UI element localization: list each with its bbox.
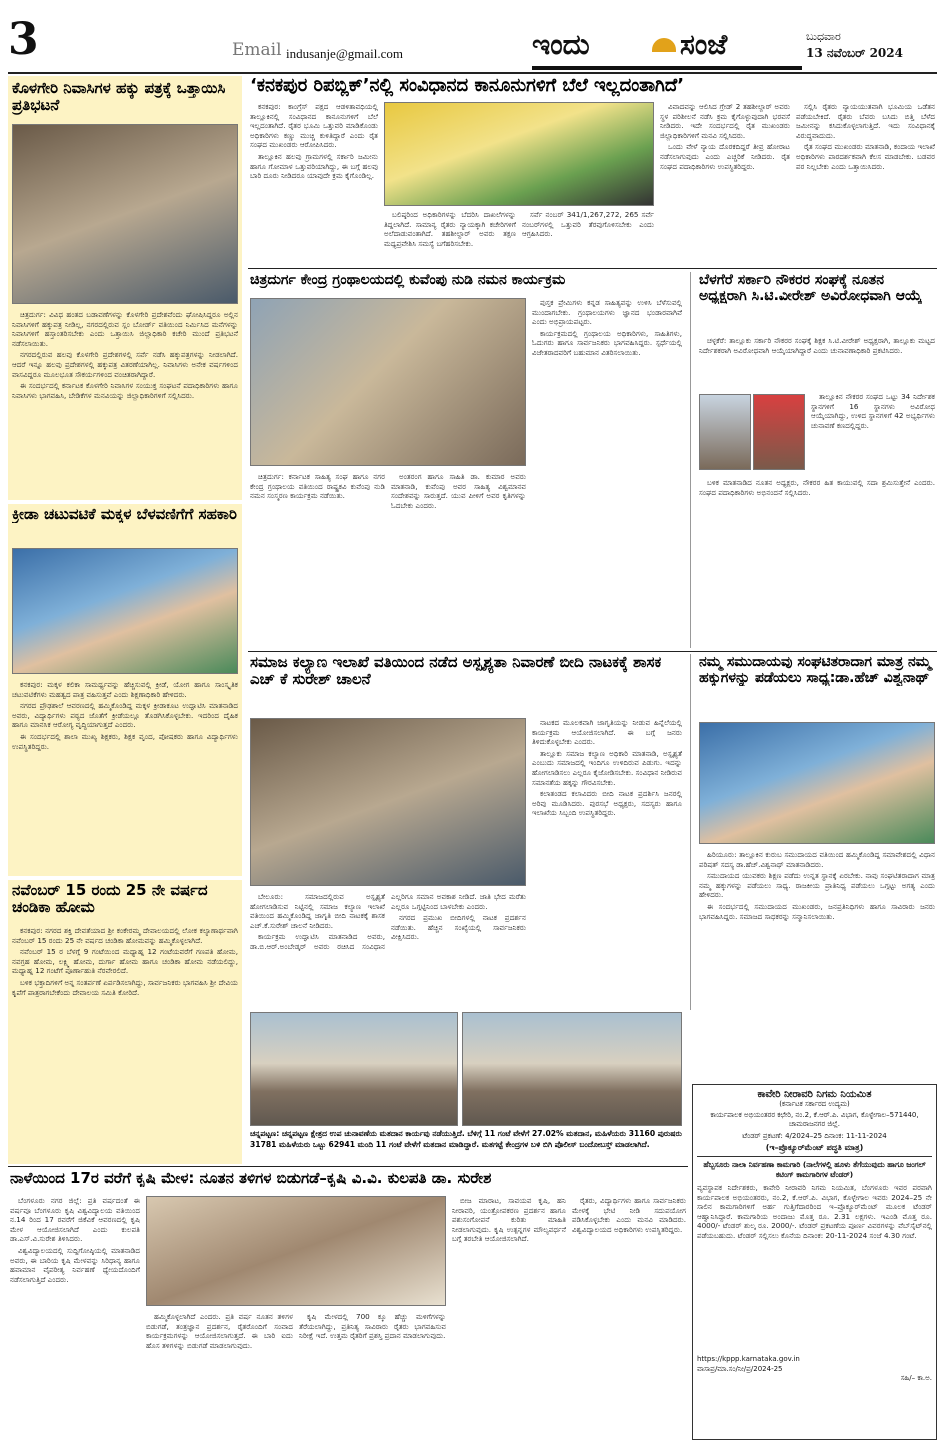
vishwanath-headline: ನಮ್ಮ ಸಮುದಾಯವು ಸಂಘಟಿತರಾದಾಗ ಮಾತ್ರ ನಮ್ಮ ಹಕ್ಕುಗಳನ್ನು ಪಡೆಯಲು ಸಾಧ್ಯ:ಡಾ.ಹೆಚ್ ವಿಶ್ವನಾಥ್ xyxy=(699,654,931,687)
krishi-headline: ನಾಳೆಯಿಂದ 17ರ ವರೆಗೆ ಕೃಷಿ ಮೇಳ: ನೂತನ ತಳಿಗಳ ಬಿಡುಗಡೆ–ಕೃಷಿ ವಿ.ವಿ. ಕುಲಪತಿ ಡಾ. ಸುರೇಶ xyxy=(10,1170,492,1187)
kanakapura-body-mid xyxy=(384,210,654,264)
kanakapura-body-left xyxy=(250,102,378,262)
belagere-body-b xyxy=(811,392,935,474)
tender-website: https://kppp.karnataka.gov.in xyxy=(697,1355,800,1363)
tender-office: ಕಾರ್ಯಪಾಲಕ ಅಭಿಯಂತರರ ಕಛೇರಿ, ನಂ.2, ಕೆ.ಆರ್.ಪಿ. ವಿಭಾಗ, ಕೊಳ್ಳೇಗಾಲ–571440, ಚಾಮರಾಜನಗರ ಜಿಲ್ಲೆ. xyxy=(710,1111,919,1128)
kuvempu-para: ಕಾರ್ಯಕ್ರಮದಲ್ಲಿ ಗ್ರಂಥಾಲಯ ಅಧಿಕಾರಿಗಳು, ಸಾಹಿತಿಗಳು, ಓದುಗರು ಹಾಗೂ ಸಾರ್ವಜನಿಕರು ಭಾಗವಹಿಸಿದ್ದರು. ಸ್ಪರ್ಧೆಯಲ್ಲಿ ವಿಜೇತರಾದವರಿಗೆ ಬಹುಮಾನ ವಿತರಿಸಲಾಯಿತು. xyxy=(532,328,682,357)
krishi-para: ಹಮ್ಮಿಕೊಳ್ಳಲಾಗಿದೆ ಎಂದರು. ಪ್ರತಿ ವರ್ಷ ನೂತನ ತಳಿಗಳ ಬಿಡುಗಡೆ, ತಂತ್ರಜ್ಞಾನ ಪ್ರದರ್ಶನ, ರೈತರೊಂದಿಗೆ ಸಂವಾದ ಕಾರ್ಯಕ್ರಮಗಳನ್ನು ಆಯೋಜಿಸಲಾಗುತ್ತದೆ. ಈ ಬಾರಿ ಐದು ಹೊಸ ತಳಿಗಳನ್ನು ಬಿಡುಗಡೆ ಮಾಡಲಾಗುವುದು. xyxy=(146,1312,293,1350)
kreeda-photo xyxy=(12,548,238,674)
krishi-body-right xyxy=(452,1196,686,1436)
natak-para: ಕಾರ್ಯಕ್ರಮ ಉದ್ಘಾಟಿಸಿ ಮಾತನಾಡಿದ ಅವರು, ಡಾ.ಬಿ.ಆರ್.ಅಂಬೇಡ್ಕರ್ ಅವರು ರಚಿಸಿದ ಸಂವಿಧಾನ ಎಲ್ಲರಿಗೂ ಸಮಾನ ಅವಕಾಶ ನೀಡಿದೆ. ಜಾತಿ ಭೇದ ಮರೆತು ಎಲ್ಲರೂ ಒಗ್ಗಟ್ಟಿನಿಂದ ಬಾಳಬೇಕು ಎಂದರು. xyxy=(250,892,526,951)
krishi-para: ಕೃಷಿ ಮೇಳದಲ್ಲಿ 700 ಕ್ಕೂ ಹೆಚ್ಚು ಮಳಿಗೆಗಳನ್ನು ತೆರೆಯಲಾಗಿದ್ದು, ಪ್ರತಿನಿತ್ಯ ಸಾವಿರಾರು ರೈತರು ಭಾಗವಹಿಸುವ ನಿರೀಕ್ಷೆ ಇದೆ. ಉತ್ತಮ ರೈತರಿಗೆ ಪ್ರಶಸ್ತಿ ಪ್ರದಾನ ಮಾಡಲಾಗುವುದು. xyxy=(299,1312,446,1341)
vishwanath-para: ಈ ಸಂದರ್ಭದಲ್ಲಿ ಸಮುದಾಯದ ಮುಖಂಡರು, ಜನಪ್ರತಿನಿಧಿಗಳು ಹಾಗೂ ಸಾವಿರಾರು ಜನರು ಭಾಗವಹಿಸಿದ್ದರು. ಸಮಾಜದ ಸಾಧಕರನ್ನು ಸನ್ಮಾನಿಸಲಾಯಿತು. xyxy=(699,901,935,921)
kanakapura-para: ಸಲ್ಲಿಸಿ ರೈತರು ನ್ಯಾಯಯುತವಾಗಿ ಭೂಮಿಯ ಒಡೆತನ ಪಡೆಯಬೇಕಿದೆ. ರೈತರು ಬೆವರು ಬಸಿದು ಬಿತ್ತಿ ಬೆಳೆದ ಜಮೀನನ್ನು ಕಸಿದುಕೊಳ್ಳಲಾಗುತ್ತಿದೆ. ಇದು ಸಂವಿಧಾನಕ್ಕೆ ವಿರುದ್ಧವಾದುದು. xyxy=(796,102,935,140)
tender-body: ವ್ಯವಸ್ಥಾಪಕ ನಿರ್ದೇಶಕರು, ಕಾವೇರಿ ನೀರಾವರಿ ನಿಗಮ ನಿಯಮಿತ, ಬೆಂಗಳೂರು ಇವರ ಪರವಾಗಿ ಕಾರ್ಯಪಾಲಕ ಅಭಿಯಂತರರು, ನಂ.2, ಕೆ.ಆರ್.ಪಿ. ವಿಭಾಗ, ಕೊಳ್ಳೇಗಾಲ ಇವರು 2024–25 ನೇ ಸಾಲಿನ ಕಾಮಗಾರಿಗಳಿಗೆ ಅರ್ಹ ಗುತ್ತಿಗೆದಾರರಿಂದ ಇ–ಪ್ರೊಕ್ಯೂರ್‌ಮೆಂಟ್ ಮೂಲಕ ಟೆಂಡರ್ ಆಹ್ವಾನಿಸಿದ್ದಾರೆ. ಕಾಮಗಾರಿಯ ಅಂದಾಜು ಮೊತ್ತ ರೂ. 2.31 ಲಕ್ಷಗಳು. ಇಎಂಡಿ ಮೊತ್ತ ರೂ. 4000/- ಟೆಂಡರ್ ಶುಲ್ಕ ರೂ. 2000/-. ಟೆಂಡರ್ ಪ್ರಕಟಣೆಯ ಪೂರ್ಣ ವಿವರಗಳನ್ನು ವೆಬ್‌ಸೈಟ್‌ನಲ್ಲಿ ಪಡೆಯಬಹುದು. ಟೆಂಡರ್ ಸಲ್ಲಿಸಲು ಕೊನೆಯ ದಿನಾಂಕ: 20-11-2024 ಸಂಜೆ 4.30 ಗಂಟೆ. xyxy=(697,1183,932,1240)
natak-body-bottom xyxy=(250,892,526,1006)
natak-article xyxy=(248,654,684,1010)
kanakapura-para: ತಾಲ್ಲೂಕಿನ ಹಲವು ಗ್ರಾಮಗಳಲ್ಲಿ ಸರ್ಕಾರಿ ಜಮೀನು ಹಾಗೂ ಗೋಮಾಳ ಒತ್ತುವರಿಯಾಗಿದ್ದು, ಈ ಬಗ್ಗೆ ಹಲವು ಬಾರಿ ದೂರು ನೀಡಿದರೂ ಯಾವುದೇ ಕ್ರಮ ಕೈಗೊಂಡಿಲ್ಲ. xyxy=(250,151,378,181)
kuvempu-article xyxy=(248,272,684,648)
natak-headline: ಸಮಾಜ ಕಲ್ಯಾಣ ಇಲಾಖೆ ವತಿಯಿಂದ ನಡೆದ ಅಸ್ಪೃಶ್ಯತಾ ನಿವಾರಣೆ ಬೀದಿ ನಾಟಕಕ್ಕೆ ಶಾಸಕ ಎಚ್ ಕೆ ಸುರೇಶ್ ಚಾಲನೆ xyxy=(250,654,662,689)
tender-footer: ವಾಸಾಪ್ರ/ಮಾ.ಸಂ/ನೀ/ಪ್ರ/2024-25 xyxy=(697,1365,783,1373)
natak-para: ನಗರದ ಪ್ರಮುಖ ಬೀದಿಗಳಲ್ಲಿ ನಾಟಕ ಪ್ರದರ್ಶನ ನಡೆಯಿತು. ಹೆಚ್ಚಿನ ಸಂಖ್ಯೆಯಲ್ಲಿ ಸಾರ್ವಜನಿಕರು ವೀಕ್ಷಿಸಿದರು. xyxy=(391,913,526,942)
krishi-para: ಬೆಂಗಳೂರು ನಗರ ಜಿಲ್ಲೆ: ಪ್ರತಿ ವರ್ಷದಂತೆ ಈ ವರ್ಷವೂ ಬೆಂಗಳೂರು ಕೃಷಿ ವಿಶ್ವವಿದ್ಯಾಲಯ ವತಿಯಿಂದ ನ.14 ರಿಂದ 17 ರವರೆಗೆ ಜಿಕೆವಿಕೆ ಆವರಣದಲ್ಲಿ ಕೃಷಿ ಮೇಳ ಆಯೋಜಿಸಲಾಗಿದೆ ಎಂದು ಕುಲಪತಿ ಡಾ.ಎಸ್.ವಿ.ಸುರೇಶ ತಿಳಿಸಿದರು. xyxy=(10,1196,140,1244)
belagere-para: ಬಳಿಕ ಮಾತನಾಡಿದ ನೂತನ ಅಧ್ಯಕ್ಷರು, ನೌಕರರ ಹಿತ ಕಾಯುವಲ್ಲಿ ಸದಾ ಶ್ರಮಿಸುತ್ತೇನೆ ಎಂದರು. ಸಂಘದ ಪದಾಧಿಕಾರಿಗಳು ಅಭಿನಂದನೆ ಸಲ್ಲಿಸಿದರು. xyxy=(699,478,935,497)
krishi-body-left xyxy=(10,1196,140,1436)
kuvempu-headline: ಚಿತ್ರದುರ್ಗ ಕೇಂದ್ರ ಗ್ರಂಥಾಲಯದಲ್ಲಿ ಕುವೆಂಪು ನುಡಿ ನಮನ ಕಾರ್ಯಕ್ರಮ xyxy=(250,272,566,288)
kreeda-body xyxy=(12,680,238,872)
kanakapura-para: ಬಲಿಷ್ಠರಿಂದ ಅಧಿಕಾರಿಗಳನ್ನು ಬೆದರಿಸಿ ದಾಖಲೆಗಳನ್ನು ತಿದ್ದಲಾಗಿದೆ. ಸಾಮಾನ್ಯ ರೈತರು ನ್ಯಾಯಕ್ಕಾಗಿ ಕಚೇರಿಗಳಿಗೆ ಅಲೆದಾಡುವಂತಾಗಿದೆ. ತಹಶೀಲ್ದಾರ್ ಅವರು ತಕ್ಷಣ ಮಧ್ಯಪ್ರವೇಶಿಸಿ ಸಮಸ್ಯೆ ಬಗೆಹರಿಸಬೇಕು. xyxy=(384,210,516,248)
kolageri-para: ಈ ಸಂದರ್ಭದಲ್ಲಿ ಕರ್ನಾಟಕ ಕೊಳಗೇರಿ ನಿವಾಸಿಗಳ ಸಂಯುಕ್ತ ಸಂಘಟನೆ ಪದಾಧಿಕಾರಿಗಳು ಹಾಗೂ ನಿವಾಸಿಗಳು ಭಾಗವಹಿಸಿ, ಬೇಡಿಕೆಗಳ ಮನವಿಯನ್ನು ಜಿಲ್ಲಾಧಿಕಾರಿಗಳಿಗೆ ಸಲ್ಲಿಸಿದರು. xyxy=(12,381,238,400)
page-number: 3 xyxy=(8,14,39,65)
krishi-photo xyxy=(146,1196,446,1306)
kuvempu-para: ಪುಸ್ತಕ ಪ್ರೇಮಿಗಳು ಕನ್ನಡ ಸಾಹಿತ್ಯವನ್ನು ಉಳಿಸಿ ಬೆಳೆಸುವಲ್ಲಿ ಮುಂದಾಗಬೇಕು. ಗ್ರಂಥಾಲಯಗಳು ಜ್ಞಾನದ ಭಂಡಾರವಾಗಿವೆ ಎಂದು ಅಭಿಪ್ರಾಯಪಟ್ಟರು. xyxy=(532,298,682,327)
krishi-para: ರೈತರು, ವಿದ್ಯಾರ್ಥಿಗಳು ಹಾಗೂ ಸಾರ್ವಜನಿಕರು ಮೇಳಕ್ಕೆ ಭೇಟಿ ನೀಡಿ ಸದುಪಯೋಗ ಪಡಿಸಿಕೊಳ್ಳಬೇಕು ಎಂದು ಮನವಿ ಮಾಡಿದರು. ವಿಶ್ವವಿದ್ಯಾಲಯದ ಅಧಿಕಾರಿಗಳು ಉಪಸ್ಥಿತರಿದ್ದರು. xyxy=(572,1196,686,1234)
header-rule xyxy=(8,72,937,74)
kanakapura-para: ಸರ್ವೆ ನಂಬರ್ 341/1,267,272, 265 ಸರ್ವೆ ನಂಬರ್‌ಗಳಲ್ಲಿ ಒತ್ತುವರಿ ತೆರವುಗೊಳಿಸಬೇಕು ಎಂದು ಆಗ್ರಹಿಸಿದರು. xyxy=(522,210,654,239)
natak-para: ಬೇಲೂರು: ಸಮಾಜದಲ್ಲಿರುವ ಅಸ್ಪೃಶ್ಯತೆ ಹೋಗಲಾಡಿಸುವ ನಿಟ್ಟಿನಲ್ಲಿ ಸಮಾಜ ಕಲ್ಯಾಣ ಇಲಾಖೆ ವತಿಯಿಂದ ಹಮ್ಮಿಕೊಂಡಿದ್ದ ಜಾಗೃತಿ ಬೀದಿ ನಾಟಕಕ್ಕೆ ಶಾಸಕ ಎಚ್.ಕೆ.ಸುರೇಶ್ ಚಾಲನೆ ನೀಡಿದರು. xyxy=(250,892,385,930)
krishi-body-mid xyxy=(146,1312,446,1436)
kreeda-para: ಕನಕಪುರ: ಮಕ್ಕಳ ಕಲಿಕಾ ಸಾಮರ್ಥ್ಯವನ್ನು ಹೆಚ್ಚಿಸುವಲ್ಲಿ ಕ್ರೀಡೆ, ಯೋಗ ಹಾಗೂ ಸಾಂಸ್ಕೃತಿಕ ಚಟುವಟಿಕೆಗಳು ಮಹತ್ವದ ಪಾತ್ರ ವಹಿಸುತ್ತವೆ ಎಂದು ಶಿಕ್ಷಣಾಧಿಕಾರಿ ಹೇಳಿದರು. xyxy=(12,680,238,699)
krishi-para: ವಿಶ್ವವಿದ್ಯಾಲಯದಲ್ಲಿ ಸುದ್ದಿಗೋಷ್ಠಿಯಲ್ಲಿ ಮಾತನಾಡಿದ ಅವರು, ಈ ಬಾರಿಯ ಕೃಷಿ ಮೇಳವನ್ನು ಸಿರಿಧಾನ್ಯ ಹಾಗೂ ಹವಾಮಾನ ವೈಪರೀತ್ಯ ನಿರ್ವಹಣೆ ಧ್ಯೇಯದೊಂದಿಗೆ ನಡೆಸಲಾಗುತ್ತಿದೆ ಎಂದರು. xyxy=(10,1245,140,1284)
masthead-right: ಸಂಜೆ xyxy=(680,28,728,61)
section-rule xyxy=(8,1166,688,1167)
kolageri-para: ಚಿತ್ರದುರ್ಗ: ವಿವಿಧ ಹಂತದ ಬಡಾವಣೆಗಳನ್ನು ಕೊಳಗೇರಿ ಪ್ರದೇಶವೆಂದು ಘೋಷಿಸಿದ್ದರೂ ಅಲ್ಲಿನ ನಿವಾಸಿಗಳಿಗೆ ಹಕ್ಕುಪತ್ರ ನೀಡಿಲ್ಲ, ನಗರದಲ್ಲಿರುವ ಸ್ಲಂ ಬೋರ್ಡ್ ವತಿಯಿಂದ ನಿರ್ಮಿಸಿದ ಮನೆಗಳನ್ನು ನಿವಾಸಿಗಳಿಗೆ ಹಸ್ತಾಂತರಿಸಬೇಕು ಎಂದು ಒತ್ತಾಯಿಸಿ ಜಿಲ್ಲಾಧಿಕಾರಿ ಕಚೇರಿ ಮುಂದೆ ಪ್ರತಿಭಟನೆ ನಡೆಸಲಾಯಿತು. xyxy=(12,310,238,348)
kanakapura-photo xyxy=(384,102,654,206)
section-rule xyxy=(248,651,937,652)
krishi-para: ಬೀಜ ಮಾರಾಟ, ಸಾವಯವ ಕೃಷಿ, ಹನಿ ನೀರಾವರಿ, ಯಂತ್ರೋಪಕರಣ ಪ್ರದರ್ಶನ ಹಾಗೂ ಪಶುಸಂಗೋಪನೆ ಕುರಿತು ಮಾಹಿತಿ ನೀಡಲಾಗುವುದು. ಕೃಷಿ ಉತ್ಪನ್ನಗಳ ಮೌಲ್ಯವರ್ಧನೆ ಬಗ್ಗೆ ತರಬೇತಿ ಆಯೋಜಿಸಲಾಗಿದೆ. xyxy=(452,1196,566,1244)
kuvempu-para: ಅಂತರಂಗ ಹಾಗೂ ಸಾಹಿತಿ ಡಾ. ಕುಮಾರ ಅವರು ಮಾತನಾಡಿ, ಕುವೆಂಪು ಅವರ ಸಾಹಿತ್ಯ ವಿಶ್ವಮಾನವ ಸಂದೇಶವನ್ನು ಸಾರುತ್ತದೆ. ಯುವ ಪೀಳಿಗೆ ಅವರ ಕೃತಿಗಳನ್ನು ಓದಬೇಕು ಎಂದರು. xyxy=(391,472,526,510)
email-label: Email xyxy=(232,40,282,60)
belagere-photo-1 xyxy=(699,394,751,470)
kolageri-para: ನಗರದಲ್ಲಿರುವ ಹಲವು ಕೊಳಗೇರಿ ಪ್ರದೇಶಗಳಲ್ಲಿ ಸರ್ವೆ ನಡೆಸಿ ಹಕ್ಕುಪತ್ರಗಳನ್ನು ನೀಡಲಾಗಿದೆ. ಆದರೆ ಇನ್ನೂ ಹಲವು ಪ್ರದೇಶಗಳಲ್ಲಿ ಹಕ್ಕುಪತ್ರ ವಿತರಣೆಯಾಗಿಲ್ಲ. ನಿವಾಸಿಗಳು ಅನೇಕ ವರ್ಷಗಳಿಂದ ವಾಸವಿದ್ದರೂ ಮೂಲಭೂತ ಸೌಕರ್ಯಗಳಿಂದ ವಂಚಿತರಾಗಿದ್ದಾರೆ. xyxy=(12,350,238,379)
belagere-body-c xyxy=(699,478,935,644)
kanakapura-para: ಒಂದು ವೇಳೆ ನ್ಯಾಯ ದೊರಕದಿದ್ದರೆ ತೀವ್ರ ಹೋರಾಟ ನಡೆಸಲಾಗುವುದು ಎಂದು ಎಚ್ಚರಿಕೆ ನೀಡಿದರು. ರೈತ ಸಂಘದ ಪದಾಧಿಕಾರಿಗಳು ಉಪಸ್ಥಿತರಿದ್ದರು. xyxy=(660,142,790,171)
chandika-article xyxy=(8,880,242,1164)
natak-para: ನಾಟಕದ ಮೂಲಕವಾಗಿ ಜಾಗೃತಿಯನ್ನು ನೀಡುವ ಹಿನ್ನೆಲೆಯಲ್ಲಿ ಕಾರ್ಯಕ್ರಮ ಆಯೋಜಿಸಲಾಗಿದೆ. ಈ ಬಗ್ಗೆ ಜನರು ತಿಳಿದುಕೊಳ್ಳಬೇಕು ಎಂದರು. xyxy=(532,718,682,747)
section-rule xyxy=(248,268,937,269)
tender-type: (ಇ–ಪ್ರೊಕ್ಯೂರ್‌ಮೆಂಟ್ ಪದ್ಧತಿ ಮಾತ್ರ) xyxy=(697,1143,932,1157)
chandika-para: ನವೆಂಬರ್ 15 ರ ಬೆಳಗ್ಗೆ 9 ಗಂಟೆಯಿಂದ ಮಧ್ಯಾಹ್ನ 12 ಗಂಟೆಯವರೆಗೆ ಗಣಪತಿ ಹೋಮ, ನವಗ್ರಹ ಹೋಮ, ಲಕ್ಷ್ಮಿ ಹೋಮ, ದುರ್ಗಾ ಹೋಮ ಹಾಗೂ ಚಂಡಿಕಾ ಹೋಮ ನಡೆಯಲಿದ್ದು, ಮಧ್ಯಾಹ್ನ 12 ಗಂಟೆಗೆ ಪೂರ್ಣಾಹುತಿ ನೆರವೇರಲಿದೆ. xyxy=(12,947,238,976)
masthead xyxy=(532,26,802,70)
kanakapura-para: ರೈತ ಸಂಘದ ಮುಖಂಡರು ಮಾತನಾಡಿ, ಕಂದಾಯ ಇಲಾಖೆ ಅಧಿಕಾರಿಗಳು ಪಾರದರ್ಶಕವಾಗಿ ಕೆಲಸ ಮಾಡಬೇಕು. ಬಡವರ ಪರ ನಿಲ್ಲಬೇಕು ಎಂದು ಒತ್ತಾಯಿಸಿದರು. xyxy=(796,142,935,171)
belagere-para: ಚಳ್ಳಕೆರೆ: ತಾಲ್ಲೂಕು ಸರ್ಕಾರಿ ನೌಕರರ ಸಂಘಕ್ಕೆ ಶಿಕ್ಷಕ ಸಿ.ಟಿ.ವೀರೇಶ್ ಅಧ್ಯಕ್ಷರಾಗಿ, ತಾಲ್ಲೂಕು ಮಟ್ಟದ ನಿರ್ದೇಶಕರಾಗಿ ಅವಿರೋಧವಾಗಿ ಆಯ್ಕೆಯಾಗಿದ್ದಾರೆ ಎಂದು ಚುನಾವಣಾಧಿಕಾರಿ ಪ್ರಕಟಿಸಿದರು. xyxy=(699,336,935,355)
natak-body-right xyxy=(532,718,682,1004)
tender-notice xyxy=(692,1084,937,1440)
natak-photo xyxy=(250,718,526,886)
tender-title: ಕಾವೇರಿ ನೀರಾವರಿ ನಿಗಮ ನಿಯಮಿತ xyxy=(757,1089,872,1100)
kreeda-headline: ಕ್ರೀಡಾ ಚಟುವಟಿಕೆ ಮಕ್ಕಳ ಬೆಳವಣಿಗೆಗೆ ಸಹಕಾರಿ xyxy=(12,506,237,523)
kuvempu-body-a xyxy=(250,472,526,644)
chandika-para: ಕನಕಪುರ: ನಗರದ ಶಕ್ತಿ ದೇವತೆಯಾದ ಶ್ರೀ ಕಂಕೇರಮ್ಮ ದೇವಾಲಯದಲ್ಲಿ ಲೋಕ ಕಲ್ಯಾಣಾರ್ಥವಾಗಿ ನವೆಂಬರ್ 15 ರಂದು 25 ನೇ ವರ್ಷದ ಚಂಡಿಕಾ ಹೋಮವನ್ನು ಹಮ್ಮಿಕೊಳ್ಳಲಾಗಿದೆ. xyxy=(12,926,238,945)
belagere-photo-2 xyxy=(753,394,805,470)
kuvempu-body-b xyxy=(532,298,682,644)
vishwanath-photo xyxy=(699,722,935,844)
vishwanath-para: ಹಿರಿಯೂರು: ತಾಲ್ಲೂಕಿನ ಕುರುಬ ಸಮುದಾಯದ ವತಿಯಿಂದ ಹಮ್ಮಿಕೊಂಡಿದ್ದ ಸಮಾವೇಶದಲ್ಲಿ ವಿಧಾನ ಪರಿಷತ್ ಸದಸ್ಯ ಡಾ.ಹೆಚ್.ವಿಶ್ವನಾಥ್ ಮಾತನಾಡಿದರು. xyxy=(699,850,935,869)
kuvempu-photo xyxy=(250,298,526,466)
kanakapura-headline: ‘ಕನಕಪುರ ರಿಪಬ್ಲಿಕ್’ನಲ್ಲಿ ಸಂವಿಧಾನದ ಕಾನೂನುಗಳಿಗೆ ಬೆಲೆ ಇಲ್ಲದಂತಾಗಿದೆ’ xyxy=(250,76,685,96)
election-photo-2 xyxy=(462,1012,682,1126)
kanakapura-body-right xyxy=(660,102,790,262)
kreeda-article xyxy=(8,504,242,876)
chandika-para: ಬಳಿಕ ಭಕ್ತಾದಿಗಳಿಗೆ ಅನ್ನ ಸಂತರ್ಪಣೆ ಏರ್ಪಡಿಸಲಾಗಿದ್ದು, ಸಾರ್ವಜನಿಕರು ಭಾಗವಹಿಸಿ ಶ್ರೀ ದೇವಿಯ ಕೃಪೆಗೆ ಪಾತ್ರರಾಗಬೇಕೆಂದು ದೇವಾಲಯ ಸಮಿತಿ ಕೋರಿದೆ. xyxy=(12,977,238,997)
weekday: ಬುಧವಾರ xyxy=(806,30,841,43)
kanakapura-para: ಕನಕಪುರ: ಕಾಂಗ್ರೆಸ್ ಪಕ್ಷದ ಆಡಳಿತಾವಧಿಯಲ್ಲಿ ತಾಲ್ಲೂಕಿನಲ್ಲಿ ಸಂವಿಧಾನದ ಕಾನೂನುಗಳಿಗೆ ಬೆಲೆ ಇಲ್ಲದಂತಾಗಿದೆ. ರೈತರ ಭೂಮಿ ಒತ್ತುವರಿ ಮಾಡಿಕೊಂಡು ಅಧಿಕಾರಿಗಳು ಕಣ್ಣು ಮುಚ್ಚಿ ಕುಳಿತಿದ್ದಾರೆ ಎಂದು ರೈತ ಸಂಘದ ಮುಖಂಡರು ಆರೋಪಿಸಿದರು. xyxy=(250,102,378,150)
kolageri-headline: ಕೊಳಗೇರಿ ನಿವಾಸಿಗಳ ಹಕ್ಕು ಪತ್ರಕ್ಕೆ ಒತ್ತಾಯಿಸಿ ಪ್ರತಿಭಟನೆ xyxy=(12,80,226,115)
date: 13 ನವೆಂಬರ್ 2024 xyxy=(806,46,903,60)
election-photo-1 xyxy=(250,1012,458,1126)
vishwanath-article xyxy=(690,654,937,1010)
vishwanath-body xyxy=(699,850,935,1006)
tender-work-title: ಹೆಬ್ಬಸೂರು ನಾಲಾ ನಿರ್ವಹಣಾ ಕಾಮಗಾರಿ (ನಾಲೆಗಳಲ್ಲಿ ಹೂಳು ತೆಗೆಯುವುದು ಹಾಗೂ ಜಂಗಲ್ ಕಟಿಂಗ್ ಕಾಮಗಾರಿಗಳ ಟೆಂಡರ್) xyxy=(703,1160,926,1179)
kuvempu-para: ಚಿತ್ರದುರ್ಗ: ಕರ್ನಾಟಕ ಸಾಹಿತ್ಯ ಸಂಘ ಹಾಗೂ ನಗರ ಕೇಂದ್ರ ಗ್ರಂಥಾಲಯ ವತಿಯಿಂದ ರಾಷ್ಟ್ರಕವಿ ಕುವೆಂಪು ನುಡಿ ನಮನ ಸಂಸ್ಮರಣ ಕಾರ್ಯಕ್ರಮ ನಡೆಯಿತು. xyxy=(250,472,385,501)
election-caption: ಚನ್ನಪಟ್ಟಣ: ಚನ್ನಪಟ್ಟಣ ಕ್ಷೇತ್ರದ ಉಪ ಚುನಾವಣೆಯ ಮತದಾನ ಕಾರ್ಯವು ನಡೆಯುತ್ತಿದೆ. ಬೆಳಿಗ್ಗೆ 11 ಗಂಟೆ ವೇಳೆಗೆ 27.02% ಮತದಾನ, ಮಹಿಳೆಯರು 31160 ಪುರುಷರು 31781 ಮಹಿಳೆಯರು ಒಟ್ಟು 62941 ಮಂದಿ 11 ಗಂಟೆ ವೇಳೆಗೆ ಮತದಾನ ಮಾಡಿದ್ದಾರೆ. ಮತಗಟ್ಟೆ ಕೇಂದ್ರಗಳ ಬಳಿ ಬಿಗಿ ಪೊಲೀಸ್ ಬಂದೋಬಸ್ತ್ ಮಾಡಲಾಗಿದೆ. xyxy=(250,1129,682,1149)
kreeda-para: ನಗರದ ಪ್ರೌಢಶಾಲೆ ಆವರಣದಲ್ಲಿ ಹಮ್ಮಿಕೊಂಡಿದ್ದ ಮಕ್ಕಳ ಕ್ರೀಡಾಕೂಟ ಉದ್ಘಾಟಿಸಿ ಮಾತನಾಡಿದ ಅವರು, ವಿದ್ಯಾರ್ಥಿಗಳು ಪಠ್ಯದ ಜೊತೆಗೆ ಕ್ರೀಡೆಯಲ್ಲೂ ತೊಡಗಿಸಿಕೊಳ್ಳಬೇಕು. ಇದರಿಂದ ದೈಹಿಕ ಹಾಗೂ ಮಾನಸಿಕ ಆರೋಗ್ಯ ವೃದ್ಧಿಯಾಗುತ್ತದೆ ಎಂದರು. xyxy=(12,701,238,730)
belagere-article xyxy=(690,272,937,648)
belagere-body-a xyxy=(699,336,935,388)
masthead-left: ಇಂದು xyxy=(532,28,590,61)
belagere-headline: ಬೆಳಗೆರೆ ಸರ್ಕಾರಿ ನೌಕರರ ಸಂಘಕ್ಕೆ ನೂತನ ಅಧ್ಯಕ್ಷರಾಗಿ ಸಿ.ಟಿ.ವೀರೇಶ್ ಅವಿರೋಧವಾಗಿ ಆಯ್ಕೆ xyxy=(699,272,922,305)
kanakapura-para: ವಿವಾದವನ್ನು ಆಲಿಸಿದ ಗ್ರೇಡ್ 2 ತಹಶೀಲ್ದಾರ್ ಅವರು ಸ್ಥಳ ಪರಿಶೀಲನೆ ನಡೆಸಿ ಕ್ರಮ ಕೈಗೊಳ್ಳುವುದಾಗಿ ಭರವಸೆ ನೀಡಿದರು. ಇದೇ ಸಂದರ್ಭದಲ್ಲಿ ರೈತ ಮುಖಂಡರು ಜಿಲ್ಲಾಧಿಕಾರಿಗಳಿಗೆ ಮನವಿ ಸಲ್ಲಿಸಿದರು. xyxy=(660,102,790,140)
belagere-para: ತಾಲ್ಲೂಕಿನ ನೌಕರರ ಸಂಘದ ಒಟ್ಟು 34 ನಿರ್ದೇಶಕ ಸ್ಥಾನಗಳಿಗೆ 16 ಸ್ಥಾನಗಳು ಅವಿರೋಧ ಆಯ್ಕೆಯಾಗಿದ್ದು, ಉಳಿದ ಸ್ಥಾನಗಳಿಗೆ 42 ಅಭ್ಯರ್ಥಿಗಳು ಚುನಾವಣೆ ಕಣದಲ್ಲಿದ್ದರು. xyxy=(811,392,935,430)
krishi-article xyxy=(8,1168,688,1440)
email-address: indusanje@gmail.com xyxy=(286,46,404,61)
kanakapura-body-far xyxy=(796,102,935,262)
kreeda-para: ಈ ಸಂದರ್ಭದಲ್ಲಿ ಶಾಲಾ ಮುಖ್ಯ ಶಿಕ್ಷಕರು, ಶಿಕ್ಷಕ ವೃಂದ, ಪೋಷಕರು ಹಾಗೂ ವಿದ್ಯಾರ್ಥಿಗಳು ಉಪಸ್ಥಿತರಿದ್ದರು. xyxy=(12,731,238,751)
kanakapura-article xyxy=(248,76,937,266)
kolageri-article xyxy=(8,76,242,500)
sun-icon xyxy=(652,38,676,52)
chandika-headline: ನವೆಂಬರ್ 15 ರಂದು 25 ನೇ ವರ್ಷದ ಚಂಡಿಕಾ ಹೋಮ xyxy=(12,882,208,917)
tender-signature: ಸಹಿ/– ಕಾ.ಅ. xyxy=(900,1374,932,1382)
tender-subtitle: (ಕರ್ನಾಟಕ ಸರ್ಕಾರದ ಉದ್ಯಮ) xyxy=(779,1100,850,1108)
natak-para: ತಾಲ್ಲೂಕು ಸಮಾಜ ಕಲ್ಯಾಣ ಅಧಿಕಾರಿ ಮಾತನಾಡಿ, ಅಸ್ಪೃಶ್ಯತೆ ಎಂಬುದು ಸಮಾಜದಲ್ಲಿ ಇಂದಿಗೂ ಉಳಿದಿರುವ ಪಿಡುಗು. ಇದನ್ನು ಹೋಗಲಾಡಿಸಲು ಎಲ್ಲರೂ ಕೈಜೋಡಿಸಬೇಕು. ಸಂವಿಧಾನ ನೀಡಿರುವ ಸಮಾನತೆಯ ಹಕ್ಕನ್ನು ಗೌರವಿಸಬೇಕು. xyxy=(532,748,682,787)
kolageri-body xyxy=(12,310,238,496)
tender-ref: ಟೆಂಡರ್ ಪ್ರಕಟಣೆ: 4/2024–25 ದಿನಾಂಕ: 11-11-2024 xyxy=(742,1132,887,1140)
kolageri-photo xyxy=(12,124,238,304)
natak-para: ಕಲಾತಂಡದ ಕಲಾವಿದರು ಬೀದಿ ನಾಟಕ ಪ್ರದರ್ಶಿಸಿ ಜನರಲ್ಲಿ ಅರಿವು ಮೂಡಿಸಿದರು. ಪುರಸಭೆ ಅಧ್ಯಕ್ಷರು, ಸದಸ್ಯರು ಹಾಗೂ ಇಲಾಖೆಯ ಸಿಬ್ಬಂದಿ ಉಪಸ್ಥಿತರಿದ್ದರು. xyxy=(532,789,682,818)
vishwanath-para: ಸಮುದಾಯದ ಯುವಕರು ಶಿಕ್ಷಣ ಪಡೆದು ಉನ್ನತ ಸ್ಥಾನಕ್ಕೆ ಏರಬೇಕು. ನಾವು ಸಂಘಟಿತರಾದಾಗ ಮಾತ್ರ ನಮ್ಮ ಹಕ್ಕುಗಳನ್ನು ಪಡೆಯಲು ಸಾಧ್ಯ. ರಾಜಕೀಯ ಪ್ರಾತಿನಿಧ್ಯ ಪಡೆಯಲು ಒಗ್ಗಟ್ಟು ಅಗತ್ಯ ಎಂದು ಹೇಳಿದರು. xyxy=(699,871,935,900)
chandika-body xyxy=(12,926,238,1160)
